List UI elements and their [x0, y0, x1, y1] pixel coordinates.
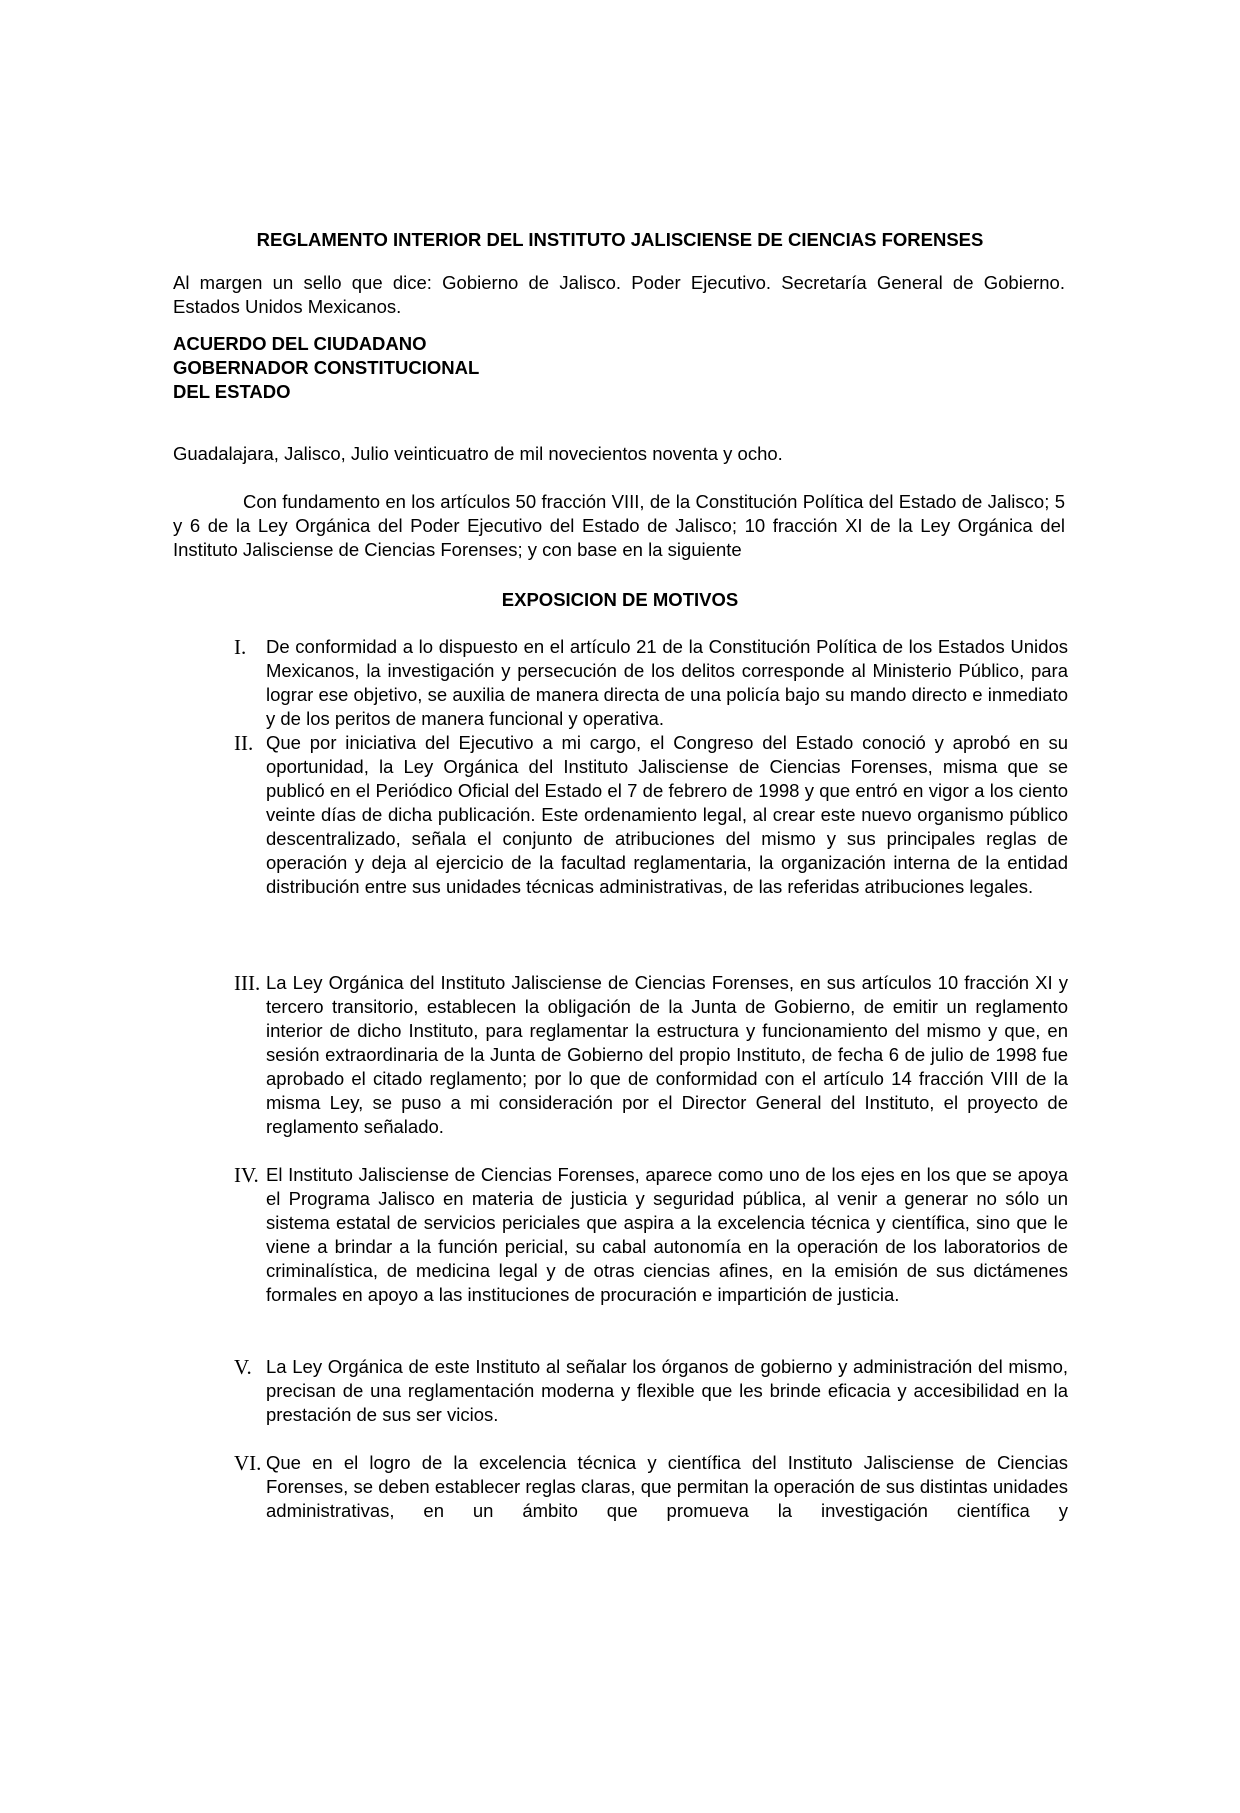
agreement-heading-line-3: DEL ESTADO	[173, 381, 291, 402]
motive-numeral: III.	[234, 971, 261, 995]
motive-item-6	[236, 1451, 1068, 1523]
motive-text: El Instituto Jalisciense de Ciencias Forenses, aparece como uno de los ejes en los que se apoya el Programa Jalisco en materia de justicia y seguridad pública, al venir a generar no sólo un sistema estatal de servicios periciales que aspira a la excelencia técnica y científica, sino que le viene a brindar a la función pericial, su cabal autonomía en la operación de los laboratorios de criminalística, de medicina legal y de otras ciencias afines, en la emisión de sus dictámenes formales en apoyo a las instituciones de procuración e impartición de justicia.	[266, 1164, 1068, 1305]
agreement-heading-line-2: GOBERNADOR CONSTITUCIONAL	[173, 357, 480, 378]
motive-numeral: I.	[234, 635, 247, 659]
motive-text: La Ley Orgánica de este Instituto al señalar los órganos de gobierno y administración del mismo, precisan de una reglamentación moderna y flexible que les brinde eficacia y accesibilidad en la prestación de sus ser vicios.	[266, 1356, 1068, 1425]
section-heading: EXPOSICION DE MOTIVOS	[501, 589, 739, 610]
motive-numeral: II.	[234, 731, 254, 755]
motive-numeral: V.	[234, 1355, 252, 1379]
motive-numeral: IV.	[234, 1163, 259, 1187]
motive-text: La Ley Orgánica del Instituto Jalisciense de Ciencias Forenses, en sus artículos 10 fracción XI y tercero transitorio, establecen la obligación de la Junta de Gobierno, de emitir un reglamento interior de dicho Instituto, para reglamentar la estructura y funcionamiento del mismo y que, en sesión extraordinaria de la Junta de Gobierno del propio Instituto, de fecha 6 de julio de 1998 fue aprobado el citado reglamento; por lo que de conformidad con el artículo 14 fracción VIII de la misma Ley, se puso a mi consideración por el Director General del Instituto, el proyecto de reglamento señalado.	[266, 972, 1068, 1137]
motive-item-4	[236, 1163, 1068, 1307]
agreement-heading	[173, 332, 1065, 404]
preamble: Con fundamento en los artículos 50 fracción VIII, de la Constitución Política del Estado de Jalisco; 5 y 6 de la Ley Orgánica del Poder Ejecutivo del Estado de Jalisco; 10 fracción XI de la Ley Orgánica del Instituto Jalisciense de Ciencias Forenses; y con base en la siguiente	[173, 491, 1065, 560]
motive-numeral: VI.	[234, 1451, 262, 1475]
motive-item-1	[236, 635, 1068, 731]
agreement-heading-line-1: ACUERDO DEL CIUDADANO	[173, 333, 427, 354]
motive-text: Que por iniciativa del Ejecutivo a mi cargo, el Congreso del Estado conoció y aprobó en su oportunidad, la Ley Orgánica del Instituto Jalisciense de Ciencias Forenses, misma que se publicó en el Periódico Oficial del Estado el 7 de febrero de 1998 y que entró en vigor a los ciento veinte días de dicha publicación. Este ordenamiento legal, al crear este nuevo organismo público descentralizado, señala el conjunto de atribuciones del mismo y sus principales reglas de operación y deja al ejercicio de la facultad reglamentaria, la organización interna de la entidad distribución entre sus unidades técnicas administrativas, de las referidas atribuciones legales.	[266, 732, 1068, 897]
motive-text: De conformidad a lo dispuesto en el artículo 21 de la Constitución Política de los Estados Unidos Mexicanos, la investigación y persecución de los delitos corresponde al Ministerio Público, para lograr ese objetivo, se auxilia de manera directa de una policía bajo su mando directo e inmediato y de los peritos de manera funcional y operativa.	[266, 636, 1068, 729]
document-title: REGLAMENTO INTERIOR DEL INSTITUTO JALISCIENSE DE CIENCIAS FORENSES	[256, 229, 984, 250]
motive-item-3	[236, 971, 1068, 1139]
motive-text: Que en el logro de la excelencia técnica y científica del Instituto Jalisciense de Ciencias Forenses, se deben establecer reglas claras, que permitan la operación de sus distintas unidades administrativas, en un ámbito que promueva la investigación científica y	[266, 1452, 1068, 1521]
place-date: Guadalajara, Jalisco, Julio veinticuatro de mil novecientos noventa y ocho.	[173, 443, 783, 464]
margin-note: Al margen un sello que dice: Gobierno de Jalisco. Poder Ejecutivo. Secretaría General de Gobierno. Estados Unidos Mexicanos.	[173, 272, 1065, 317]
motive-item-2	[236, 731, 1068, 899]
motive-item-5	[236, 1355, 1068, 1427]
